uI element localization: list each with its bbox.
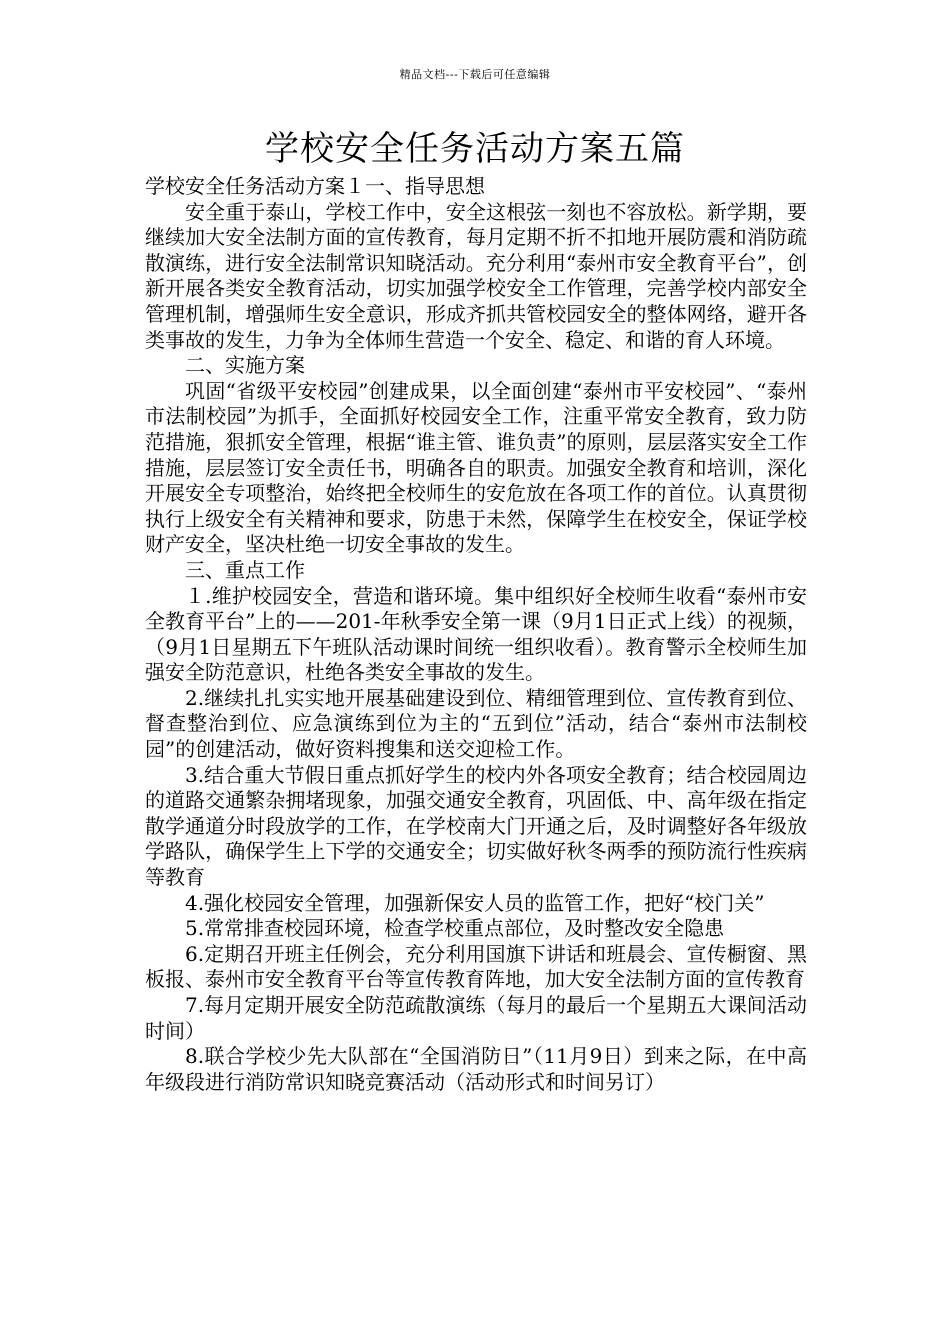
- section-heading-implementation: 二、实施方案: [185, 353, 305, 378]
- list-item-8: 8.联合学校少先大队部在“全国消防日”（11月9日）到来之际，在中高年级段进行消防常识知晓竞赛活动（活动形式和时间另订）: [145, 1044, 807, 1094]
- document-body: [145, 174, 807, 1095]
- list-item-2: 2.继续扎扎实实地开展基础建设到位、精细管理到位、宣传教育到位、督查整治到位、应急演练到位为主的“五到位”活动，结合“泰州市法制校园”的创建活动，做好资料搜集和送交迎检工作。: [145, 685, 807, 762]
- paragraph-implementation: 巩固“省级平安校园”创建成果，以全面创建“泰州市平安校园”、“泰州市法制校园”为抓手，全面抓好校园安全工作，注重平常安全教育，致力防范措施，狠抓安全管理，根据“谁主管、谁负责”的原则，层层落实安全工作措施，层层签订安全责任书，明确各自的职责。加强安全教育和培训，深化开展安全专项整治，始终把全校师生的安危放在各项工作的首位。认真贯彻执行上级安全有关精神和要求，防患于未然，保障学生在校安全，保证学校财产安全，坚决杜绝一切安全事故的发生。: [145, 378, 807, 557]
- list-item-6: 6.定期召开班主任例会，充分利用国旗下讲话和班晨会、宣传橱窗、黑板报、泰州市安全教育平台等宣传教育阵地，加大安全法制方面的宣传教育: [145, 941, 807, 992]
- list-item-4: 4.强化校园安全管理，加强新保安人员的监管工作，把好“校门关”: [185, 890, 765, 915]
- list-item-3: 3.结合重大节假日重点抓好学生的校内外各项安全教育；结合校园周边的道路交通繁杂拥堵现象，加强交通安全教育，巩固低、中、高年级在指定散学通道分时段放学的工作，在学校南大门开通之后，及时调整好各年级放学路队，确保学生上下学的交通安全；切实做好秋冬两季的预防流行性疾病等教育: [145, 762, 807, 890]
- header-watermark-text: 精品文档---下载后可任意编辑: [399, 68, 551, 81]
- document-title: 学校安全任务活动方案五篇: [265, 129, 685, 169]
- section-intro-heading: 学校安全任务活动方案１一、指导思想: [145, 174, 485, 198]
- list-item-7: 7.每月定期开展安全防范疏散演练（每月的最后一个星期五大课间活动时间）: [145, 993, 807, 1043]
- section-heading-key-work: 三、重点工作: [185, 557, 305, 582]
- list-item-1: １.维护校园安全，营造和谐环境。集中组织好全校师生收看“泰州市安全教育平台”上的——201-年秋季安全第一课（9月1日正式上线）的视频，（9月1日星期五下午班队活动课时间统一组织收看）。教育警示全校师生加强安全防范意识，杜绝各类安全事故的发生。: [145, 583, 807, 685]
- list-item-5: 5.常常排查校园环境，检查学校重点部位，及时整改安全隐患: [185, 916, 725, 941]
- paragraph-guiding-ideology: 安全重于泰山，学校工作中，安全这根弦一刻也不容放松。新学期，要继续加大安全法制方面的宣传教育，每月定期不折不扣地开展防震和消防疏散演练，进行安全法制常识知晓活动。充分利用“泰州市安全教育平台”，创新开展各类安全教育活动，切实加强学校安全工作管理，完善学校内部安全管理机制，增强师生安全意识，形成齐抓共管校园安全的整体网络，避开各类事故的发生，力争为全体师生营造一个安全、稳定、和谐的育人环境。: [145, 199, 807, 352]
